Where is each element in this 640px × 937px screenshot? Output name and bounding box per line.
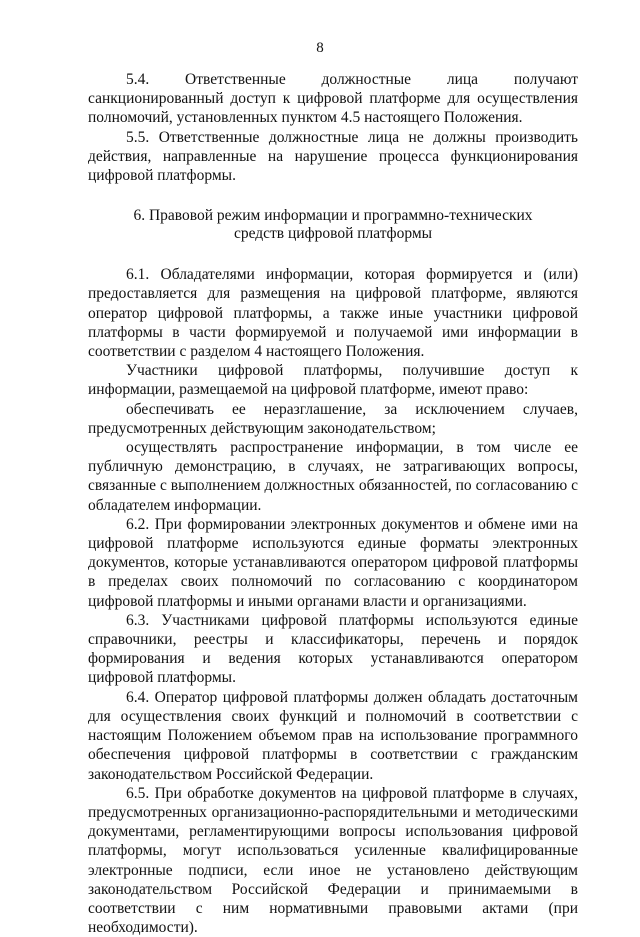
paragraph-5-5: 5.5. Ответственные должностные лица не должны производить действия, направленные на нарушение процесса функционирования цифровой платформы. xyxy=(88,128,578,185)
paragraph-participants-rights: Участники цифровой платформы, получившие доступ к информации, размещаемой на цифровой платформе, имеют право: xyxy=(88,362,578,399)
paragraph-6-3: 6.3. Участниками цифровой платформы используются единые справочники, реестры и классификаторы, перечень и порядок формирования и ведения которых устанавливаются оператором цифровой платформы. xyxy=(88,611,578,687)
paragraph-6-1: 6.1. Обладателями информации, которая формируется и (или) предоставляется для размещения на цифровой платформе, являются оператор цифровой платформы, а также иные участники цифровой платформы в части формируемой и получаемой ими информации в соответствии с разделом 4 настоящего Положения. xyxy=(88,266,578,361)
paragraph-5-4: 5.4. Ответственные должностные лица получают санкционированный доступ к цифровой платформе для осуществления полномочий, установленных пунктом 4.5 настоящего Положения. xyxy=(88,71,578,127)
page-number: 8 xyxy=(316,40,324,56)
paragraph-6-2: 6.2. При формировании электронных документов и обмене ими на цифровой платформе используются единые форматы электронных документов, которые устанавливаются оператором цифровой платформы в пределах своих полномочий по согласованию с координатором цифровой платформы и иными органами власти и организациями. xyxy=(88,515,578,610)
document-body xyxy=(88,70,578,937)
paragraph-distribution: осуществлять распространение информации, в том числе ее публичную демонстрацию, в случаях, не затрагивающих вопросы, связанные с выполнением должностных обязанностей, по согласованию с обладателем информации. xyxy=(88,439,578,514)
section-heading: 6. Правовой режим информации и программно-технических средств цифровой платформы xyxy=(133,207,533,243)
paragraph-6-4: 6.4. Оператор цифровой платформы должен обладать достаточным для осуществления своих функций и полномочий в соответствии с настоящим Положением объемом прав на использование программного обеспечения цифровой платформы в соответствии с гражданским законодательством Российской Федерации. xyxy=(88,688,578,783)
paragraph-6-5: 6.5. При обработке документов на цифровой платформе в случаях, предусмотренных организационно-распорядительными и методическими документами, регламентирующими вопросы использования цифровой платформы, могут использоваться усиленные квалифицированные электронные подписи, если иное не установлено действующим законодательством Российской Федерации и принимаемыми в соответствии с ним нормативными правовыми актами (при необходимости). xyxy=(88,784,578,937)
paragraph-nondisclosure: обеспечивать ее неразглашение, за исключением случаев, предусмотренных действующим законодательством; xyxy=(88,400,578,437)
